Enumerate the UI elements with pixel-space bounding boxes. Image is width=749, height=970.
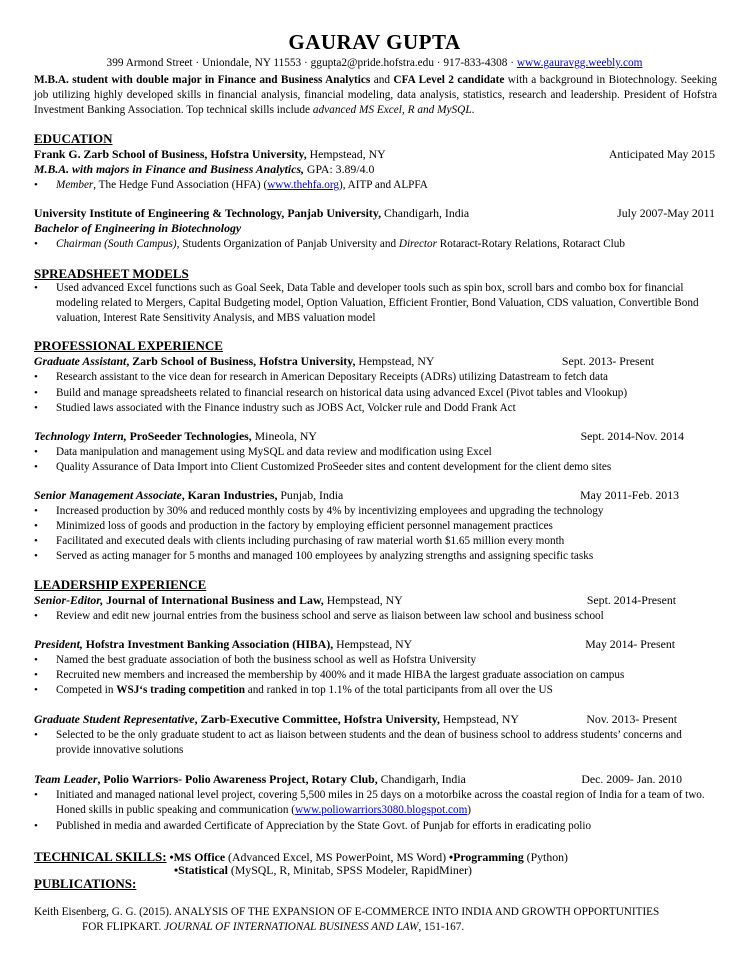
email: ggupta2@pride.hofstra.edu — [310, 57, 434, 69]
website-link[interactable]: www.gauravgg.weebly.com — [516, 57, 643, 69]
degree-be: Bachelor of Engineering in Biotechnology — [34, 221, 242, 235]
technical-skills: TECHNICAL SKILLS: •MS Office (Advanced Excel, MS PowerPoint, MS Word) •Programming (Python) — [34, 849, 568, 864]
city: Uniondale, NY 11553 — [201, 57, 302, 69]
job-bullet: • Studied laws associated with the Finance industry such as JOBS Act, Volcker rule and Dodd Frank Act — [56, 401, 716, 416]
education-entry-hofstra: Frank G. Zarb School of Business, Hofstra University, Hempstead, NY Anticipated May 2015 — [34, 147, 715, 161]
professional-heading: PROFESSIONAL EXPERIENCE — [34, 338, 223, 353]
candidate-name: GAURAV GUPTA — [288, 30, 461, 54]
job-bullet: • Served as acting manager for 5 months and managed 100 employees by analyzing strengths and assigning specific tasks — [56, 549, 716, 564]
polio-warriors-link[interactable]: www.poliowarriors3080.blogspot.com — [294, 804, 468, 816]
role-bullet: • Recruited new members and increased the membership by 400% and it made HIBA the largest graduate association on campus — [56, 668, 716, 683]
role-bullet: • Published in media and awarded Certificate of Appreciation by the State Govt. of Punjab for efforts in eradicating polio — [56, 819, 716, 834]
education-heading: EDUCATION — [34, 131, 113, 146]
contact-line: 399 Armond Street · Uniondale, NY 11553 · ggupta2@pride.hofstra.edu · 917-833-4308 · www.gauravgg.weebly.com — [106, 57, 643, 69]
technical-skills-line2: •Statistical (MySQL, R, Minitab, SPSS Modeler, RapidMiner) — [174, 863, 472, 877]
role-president: President, Hofstra Investment Banking Association (HIBA), Hempstead, NY May 2014- Present — [34, 637, 675, 651]
role-bullet: • Review and edit new journal entries from the business school and serve as liaison between law school and business school — [56, 609, 716, 624]
spreadsheet-bullet: • Used advanced Excel functions such as Goal Seek, Data Table and developer tools such as spin box, scroll bars and combo box for financial modeling related to Mergers, Capital Budgeting model, Option Valuation, Efficient Frontier, Bond Valuation, CDS valuation, Convertible Bond valuation, Interest Rate Sensitivity Analysis, and MBS valuation model — [56, 281, 716, 326]
job-graduate-assistant: Graduate Assistant, Zarb School of Business, Hofstra University, Hempstead, NY Sept. 2013- Present — [34, 354, 654, 368]
degree-mba: M.B.A. with majors in Finance and Business Analytics, GPA: 3.89/4.0 — [34, 162, 375, 176]
role-bullet: • Named the best graduate association of both the business school as well as Hofstra University — [56, 653, 716, 668]
job-bullet: • Quality Assurance of Data Import into Client Customized ProSeeder sites and content development for the client demo sites — [56, 460, 716, 475]
education-bullet: • Member, The Hedge Fund Association (HFA) (www.thehfa.org), AITP and ALPFA — [56, 178, 716, 193]
role-senior-editor: Senior-Editor, Journal of International Business and Law, Hempstead, NY Sept. 2014-Present — [34, 593, 676, 607]
job-senior-management-associate: Senior Management Associate, Karan Industries, Punjab, India May 2011-Feb. 2013 — [34, 488, 679, 502]
phone: 917-833-4308 — [443, 57, 508, 69]
education-bullet: • Chairman (South Campus), Students Organization of Panjab University and Director Rotaract-Rotary Relations, Rotaract Club — [56, 237, 716, 252]
technical-heading: TECHNICAL SKILLS: — [34, 849, 167, 864]
role-team-leader: Team Leader, Polio Warriors- Polio Awareness Project, Rotary Club, Chandigarh, India Dec. 2009- Jan. 2010 — [34, 772, 682, 786]
job-technology-intern: Technology Intern, ProSeeder Technologies, Mineola, NY Sept. 2014-Nov. 2014 — [34, 429, 684, 443]
job-bullet: • Facilitated and executed deals with clients including purchasing of raw material worth $1.65 million every month — [56, 534, 716, 549]
leadership-heading: LEADERSHIP EXPERIENCE — [34, 577, 207, 592]
publications-heading: PUBLICATIONS: — [34, 876, 137, 891]
job-bullet: • Data manipulation and management using MySQL and data review and modification using Excel — [56, 445, 716, 460]
job-bullet: • Build and manage spreadsheets related to financial research on historical data using advanced Excel (Pivot tables and Vlookup) — [56, 386, 716, 401]
education-entry-panjab: University Institute of Engineering & Technology, Panjab University, Chandigarh, India July 2007-May 2011 — [34, 206, 715, 220]
publication-entry: Keith Eisenberg, G. G. (2015). ANALYSIS OF THE EXPANSION OF E-COMMERCE INTO INDIA AND GROWTH OPPORTUNITIES FOR FLIPKART. JOURNAL OF INTERNATIONAL BUSINESS AND LAW, 151-167. — [34, 906, 660, 933]
role-bullet: • Initiated and managed national level project, covering 5,500 miles in 25 days on a motorbike across the coastal region of India for a team of two. Honed skills in public speaking and communication (www.poliowarriors3080.blogspot.com) — [56, 788, 716, 818]
summary: M.B.A. student with double major in Finance and Business Analytics and CFA Level 2 candidate with a background in Biotechnology. Seeking job utilizing highly developed skills in financial analysis, financial modeling, data analysis, statistics, research and leadership. President of Hofstra Investment Banking Association. Top technical skills include advanced MS Excel, R and MySQL. — [34, 74, 717, 116]
address: 399 Armond Street — [106, 57, 193, 69]
job-bullet: • Minimized loss of goods and production in the factory by employing efficient personnel management practices — [56, 519, 716, 534]
job-bullet: • Research assistant to the vice dean for research in American Depositary Receipts (ADRs) utilizing Datastream to fetch data — [56, 370, 716, 385]
spreadsheet-heading: SPREADSHEET MODELS — [34, 266, 189, 281]
role-student-representative: Graduate Student Representative, Zarb-Executive Committee, Hofstra University, Hempstead, NY Nov. 2013- Present — [34, 712, 677, 726]
hfa-link[interactable]: www.thehfa.org — [267, 179, 339, 191]
role-bullet: • Competed in WSJ‘s trading competition and ranked in top 1.1% of the total participants from all over the US — [56, 683, 716, 698]
role-bullet: • Selected to be the only graduate student to act as liaison between students and the dean of business school to address students’ concerns and provide innovative solutions — [56, 728, 716, 758]
job-bullet: • Increased production by 30% and reduced monthly costs by 4% by incentivizing employees and upgrading the technology — [56, 504, 716, 519]
